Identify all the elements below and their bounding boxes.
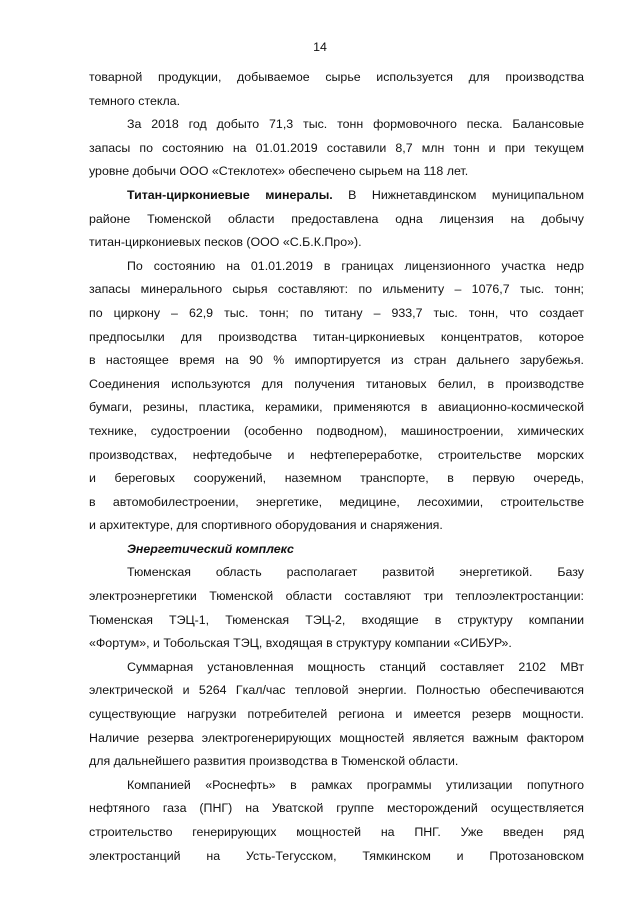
line-text: и архитектуре, для спортивного оборудования и снаряжения. (89, 518, 443, 533)
text-line (89, 66, 584, 90)
text-line (89, 278, 584, 302)
line-text: «Фортум», и Тобольская ТЭЦ, входящая в структуру компании «СИБУР». (89, 636, 512, 651)
text-line (89, 113, 584, 137)
section-heading-text: Энергетический комплекс (127, 541, 294, 556)
line-text: для дальнейшего развития производства в Тюменской области. (89, 754, 459, 769)
text-line (89, 679, 584, 703)
text-line (89, 373, 584, 397)
line-text: запасы по состоянию на 01.01.2019 составили 8,7 млн тонн и при текущем (89, 140, 584, 155)
line-text: электрической и 5264 Гкал/час тепловой энергии. Полностью обеспечиваются (89, 683, 584, 698)
line-text: Тюменская область располагает развитой энергетикой. Базу (127, 565, 584, 580)
line-text: Суммарная установленная мощность станций составляет 2102 МВт (127, 659, 584, 674)
text-line (89, 349, 584, 373)
line-text: темного стекла. (89, 93, 181, 108)
text-line (89, 609, 584, 633)
line-text: технике, судостроении (особенно подводном), машиностроении, химических (89, 423, 584, 438)
text-line (89, 90, 584, 114)
text-line (89, 396, 584, 420)
text-line (89, 326, 584, 350)
text-line (89, 797, 584, 821)
line-text: электроэнергетики Тюменской области составляют три теплоэлектростанции: (89, 589, 584, 604)
text-line (89, 467, 584, 491)
line-text: Тюменская ТЭЦ-1, Тюменская ТЭЦ-2, входящие в структуру компании (89, 612, 584, 627)
text-line (89, 632, 584, 656)
text-line (89, 585, 584, 609)
line-text: В Нижнетавдинском муниципальном (332, 187, 584, 202)
section-heading (89, 538, 584, 562)
text-line (89, 703, 584, 727)
line-text: уровне добычи ООО «Стеклотех» обеспечено сырьем на 118 лет. (89, 164, 469, 179)
line-text: по циркону – 62,9 тыс. тонн; по титану – 933,7 тыс. тонн, что создает (89, 305, 584, 320)
line-text: электростанций на Усть-Тегусском, Тямкинском и Протозановском (89, 848, 584, 863)
text-line (89, 750, 584, 774)
line-text: существующие нагрузки потребителей региона и имеется резерв мощности. (89, 707, 584, 722)
text-line (89, 231, 584, 255)
line-text: За 2018 год добыто 71,3 тыс. тонн формовочного песка. Балансовые (127, 117, 584, 132)
line-text: товарной продукции, добываемое сырье используется для производства (89, 70, 584, 84)
page-number: 14 (313, 40, 327, 54)
line-text: и береговых сооружений, наземном транспорте, в первую очередь, (89, 471, 584, 486)
text-line (89, 514, 584, 538)
bold-lead-in: Титан-циркониевые минералы. (127, 187, 333, 202)
text-line (89, 160, 584, 184)
body-text (89, 66, 584, 868)
text-line (89, 491, 584, 515)
text-line (89, 845, 584, 869)
line-text: титан-циркониевых песков (ООО «С.Б.К.Про»). (89, 235, 362, 250)
text-line (89, 208, 584, 232)
line-text: Соединения используются для получения титановых белил, в производстве (89, 376, 584, 391)
line-text: районе Тюменской области предоставлена одна лицензия на добычу (89, 211, 584, 226)
text-line (89, 184, 584, 208)
line-text: Наличие резерва электрогенерирующих мощностей является важным фактором (89, 730, 584, 745)
text-line (89, 656, 584, 680)
line-text: бумаги, резины, пластика, керамики, применяются в авиационно-космической (89, 400, 584, 415)
text-line (89, 302, 584, 326)
line-text: в настоящее время на 90 % импортируется из стран дальнего зарубежья. (89, 353, 584, 368)
line-text: По состоянию на 01.01.2019 в границах лицензионного участка недр (127, 258, 584, 273)
line-text: в автомобилестроении, энергетике, медицине, лесохимии, строительстве (89, 494, 584, 509)
text-line (89, 137, 584, 161)
line-text: запасы минерального сырья составляют: по ильмениту – 1076,7 тыс. тонн; (89, 282, 584, 297)
line-text: Компанией «Роснефть» в рамках программы утилизации попутного (127, 777, 584, 792)
text-line (89, 821, 584, 845)
text-line (89, 444, 584, 468)
line-text: строительство генерирующих мощностей на ПНГ. Уже введен ряд (89, 825, 584, 839)
text-line (89, 774, 584, 798)
text-line (89, 561, 584, 585)
line-text: нефтяного газа (ПНГ) на Уватской группе месторождений осуществляется (89, 801, 584, 816)
text-line (89, 420, 584, 444)
text-line (89, 255, 584, 279)
text-line (89, 727, 584, 751)
line-text: производствах, нефтедобыче и нефтепереработке, строительстве морских (89, 447, 584, 462)
line-text: предпосылки для производства титан-циркониевых концентратов, которое (89, 329, 584, 344)
